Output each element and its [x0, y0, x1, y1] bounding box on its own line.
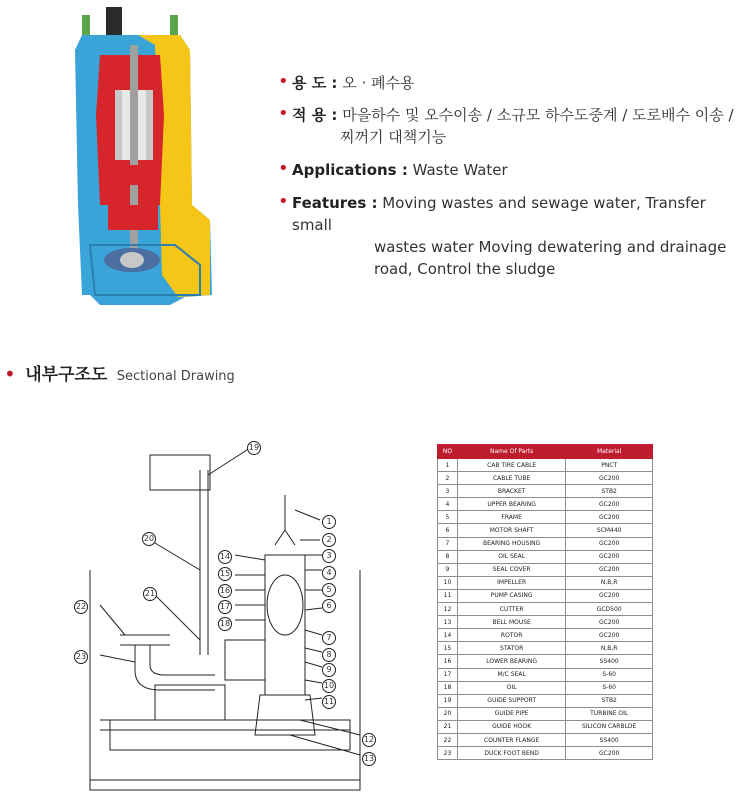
cell-no: 7: [438, 537, 458, 550]
cell-part-name: PUMP CASING: [457, 589, 565, 602]
callout-21: 21: [143, 587, 157, 601]
parts-table-body: [438, 459, 653, 760]
table-row: [438, 459, 653, 472]
spec-features: [278, 192, 749, 280]
cell-part-name: BELL MOUSE: [457, 616, 565, 629]
cell-material: S-60: [566, 681, 653, 694]
cell-material: GC200: [566, 550, 653, 563]
callout-1: 1: [322, 515, 336, 529]
cell-material: GC200: [566, 629, 653, 642]
spec-value: 오 · 폐수용: [342, 74, 415, 92]
callout-15: 15: [218, 567, 232, 581]
cell-material: GC200: [566, 511, 653, 524]
cell-part-name: IMPELLER: [457, 576, 565, 589]
cell-part-name: BEARING HOUSING: [457, 537, 565, 550]
column-header-no: NO: [438, 445, 458, 459]
cell-part-name: GUIDE PIPE: [457, 707, 565, 720]
cell-no: 15: [438, 642, 458, 655]
callout-2: 2: [322, 533, 336, 547]
cell-material: STB2: [566, 485, 653, 498]
cell-material: GC200: [566, 616, 653, 629]
table-row: [438, 707, 653, 720]
cell-material: GC200: [566, 589, 653, 602]
cell-material: GC200: [566, 747, 653, 760]
bullet-icon: •: [278, 191, 289, 212]
cell-part-name: CUTTER: [457, 603, 565, 616]
cell-no: 3: [438, 485, 458, 498]
spec-application-kr: [278, 104, 734, 148]
cell-part-name: LOWER BEARING: [457, 655, 565, 668]
callout-4: 4: [322, 566, 336, 580]
callout-8: 8: [322, 648, 336, 662]
table-row: [438, 720, 653, 733]
sectional-drawing: [60, 430, 390, 798]
cell-no: 1: [438, 459, 458, 472]
cell-no: 11: [438, 589, 458, 602]
callout-20: 20: [142, 532, 156, 546]
callout-10: 10: [322, 679, 336, 693]
spec-value-line3: road, Control the sludge: [374, 260, 556, 278]
cell-part-name: DUCK FOOT BEND: [457, 747, 565, 760]
callout-3: 3: [322, 549, 336, 563]
cell-material: SS400: [566, 733, 653, 746]
cell-part-name: STATOR: [457, 642, 565, 655]
callout-6: 6: [322, 599, 336, 613]
cell-material: SS400: [566, 655, 653, 668]
table-row: [438, 511, 653, 524]
cell-part-name: GUIDE SUPPORT: [457, 694, 565, 707]
table-row: [438, 655, 653, 668]
cell-no: 19: [438, 694, 458, 707]
spec-value-line2: 찌꺼기 대책기능: [340, 128, 447, 146]
spec-value-line2: wastes water Moving dewatering and drainage: [374, 238, 727, 256]
cell-part-name: SEAL COVER: [457, 563, 565, 576]
bullet-icon: •: [278, 103, 289, 124]
cell-no: 21: [438, 720, 458, 733]
table-row: [438, 694, 653, 707]
column-header-material: Material: [566, 445, 653, 459]
cell-material: GC200: [566, 472, 653, 485]
cell-material: SILICON CARBLDE: [566, 720, 653, 733]
cell-part-name: UPPER BEARING: [457, 498, 565, 511]
table-row: [438, 576, 653, 589]
cell-material: GCD500: [566, 603, 653, 616]
bullet-icon: •: [4, 362, 16, 386]
callout-16: 16: [218, 584, 232, 598]
callout-12: 12: [362, 733, 376, 747]
cell-no: 5: [438, 511, 458, 524]
cell-no: 20: [438, 707, 458, 720]
cell-no: 6: [438, 524, 458, 537]
cell-material: TURBINE OIL: [566, 707, 653, 720]
spec-value: 마을하수 및 오수이송 / 소규모 하수도중계 / 도로배수 이송 /: [342, 106, 734, 124]
table-row: [438, 550, 653, 563]
cell-part-name: MOTOR SHAFT: [457, 524, 565, 537]
cell-material: S-60: [566, 668, 653, 681]
table-row: [438, 563, 653, 576]
spec-applications: [278, 159, 508, 181]
table-row: [438, 747, 653, 760]
spec-value: Moving wastes and sewage water, Transfer small: [292, 194, 706, 234]
spec-usage: [278, 72, 414, 94]
table-row: [438, 537, 653, 550]
table-row: [438, 616, 653, 629]
cell-material: GC200: [566, 537, 653, 550]
callout-7: 7: [322, 631, 336, 645]
cell-no: 13: [438, 616, 458, 629]
cell-part-name: GUIDE HOOK: [457, 720, 565, 733]
callout-5: 5: [322, 583, 336, 597]
spec-key: 용 도 :: [292, 74, 338, 92]
table-row: [438, 681, 653, 694]
table-row: [438, 733, 653, 746]
cell-material: SCM440: [566, 524, 653, 537]
callout-9: 9: [322, 663, 336, 677]
table-row: [438, 589, 653, 602]
callout-13: 13: [362, 752, 376, 766]
cell-no: 14: [438, 629, 458, 642]
cell-part-name: OIL SEAL: [457, 550, 565, 563]
callout-14: 14: [218, 550, 232, 564]
callout-group: [100, 448, 360, 755]
table-row: [438, 498, 653, 511]
pump-cutaway-illustration: [60, 5, 225, 315]
cell-material: PNCT: [566, 459, 653, 472]
cell-no: 12: [438, 603, 458, 616]
cell-no: 17: [438, 668, 458, 681]
cell-part-name: M/C SEAL: [457, 668, 565, 681]
cell-no: 16: [438, 655, 458, 668]
spec-key: Applications :: [292, 161, 408, 179]
cell-no: 10: [438, 576, 458, 589]
cell-material: STB2: [566, 694, 653, 707]
section-title-kr: 내부구조도: [25, 365, 108, 385]
callout-19: 19: [247, 441, 261, 455]
bullet-icon: •: [278, 158, 289, 179]
cell-part-name: BRACKET: [457, 485, 565, 498]
cell-part-name: FRAME: [457, 511, 565, 524]
parts-table-header: [438, 445, 653, 459]
callout-11: 11: [322, 695, 336, 709]
table-row: [438, 524, 653, 537]
cell-material: GC200: [566, 563, 653, 576]
cell-material: N,B,R: [566, 642, 653, 655]
cell-part-name: CABLE TUBE: [457, 472, 565, 485]
section-heading: [4, 360, 235, 385]
callout-23: 23: [74, 650, 88, 664]
table-row: [438, 472, 653, 485]
bullet-icon: •: [278, 71, 289, 92]
callout-18: 18: [218, 617, 232, 631]
callout-17: 17: [218, 600, 232, 614]
cell-no: 4: [438, 498, 458, 511]
cell-no: 8: [438, 550, 458, 563]
cell-material: N,B,R: [566, 576, 653, 589]
column-header-name: Name Of Parts: [457, 445, 565, 459]
cell-no: 23: [438, 747, 458, 760]
table-row: [438, 642, 653, 655]
spec-key: 적 용 :: [292, 106, 338, 124]
spec-value: Waste Water: [412, 161, 508, 179]
parts-table: [437, 444, 653, 760]
spec-key: Features :: [292, 194, 378, 212]
cell-no: 18: [438, 681, 458, 694]
cell-part-name: OIL: [457, 681, 565, 694]
table-row: [438, 485, 653, 498]
cell-part-name: CAB TIRE CABLE: [457, 459, 565, 472]
cell-part-name: ROTOR: [457, 629, 565, 642]
table-row: [438, 629, 653, 642]
table-row: [438, 603, 653, 616]
cell-no: 2: [438, 472, 458, 485]
cell-no: 22: [438, 733, 458, 746]
section-title-en: Sectional Drawing: [116, 369, 235, 384]
table-row: [438, 668, 653, 681]
cell-part-name: COUNTER FLANGE: [457, 733, 565, 746]
cell-material: GC200: [566, 498, 653, 511]
cell-no: 9: [438, 563, 458, 576]
callout-22: 22: [74, 600, 88, 614]
